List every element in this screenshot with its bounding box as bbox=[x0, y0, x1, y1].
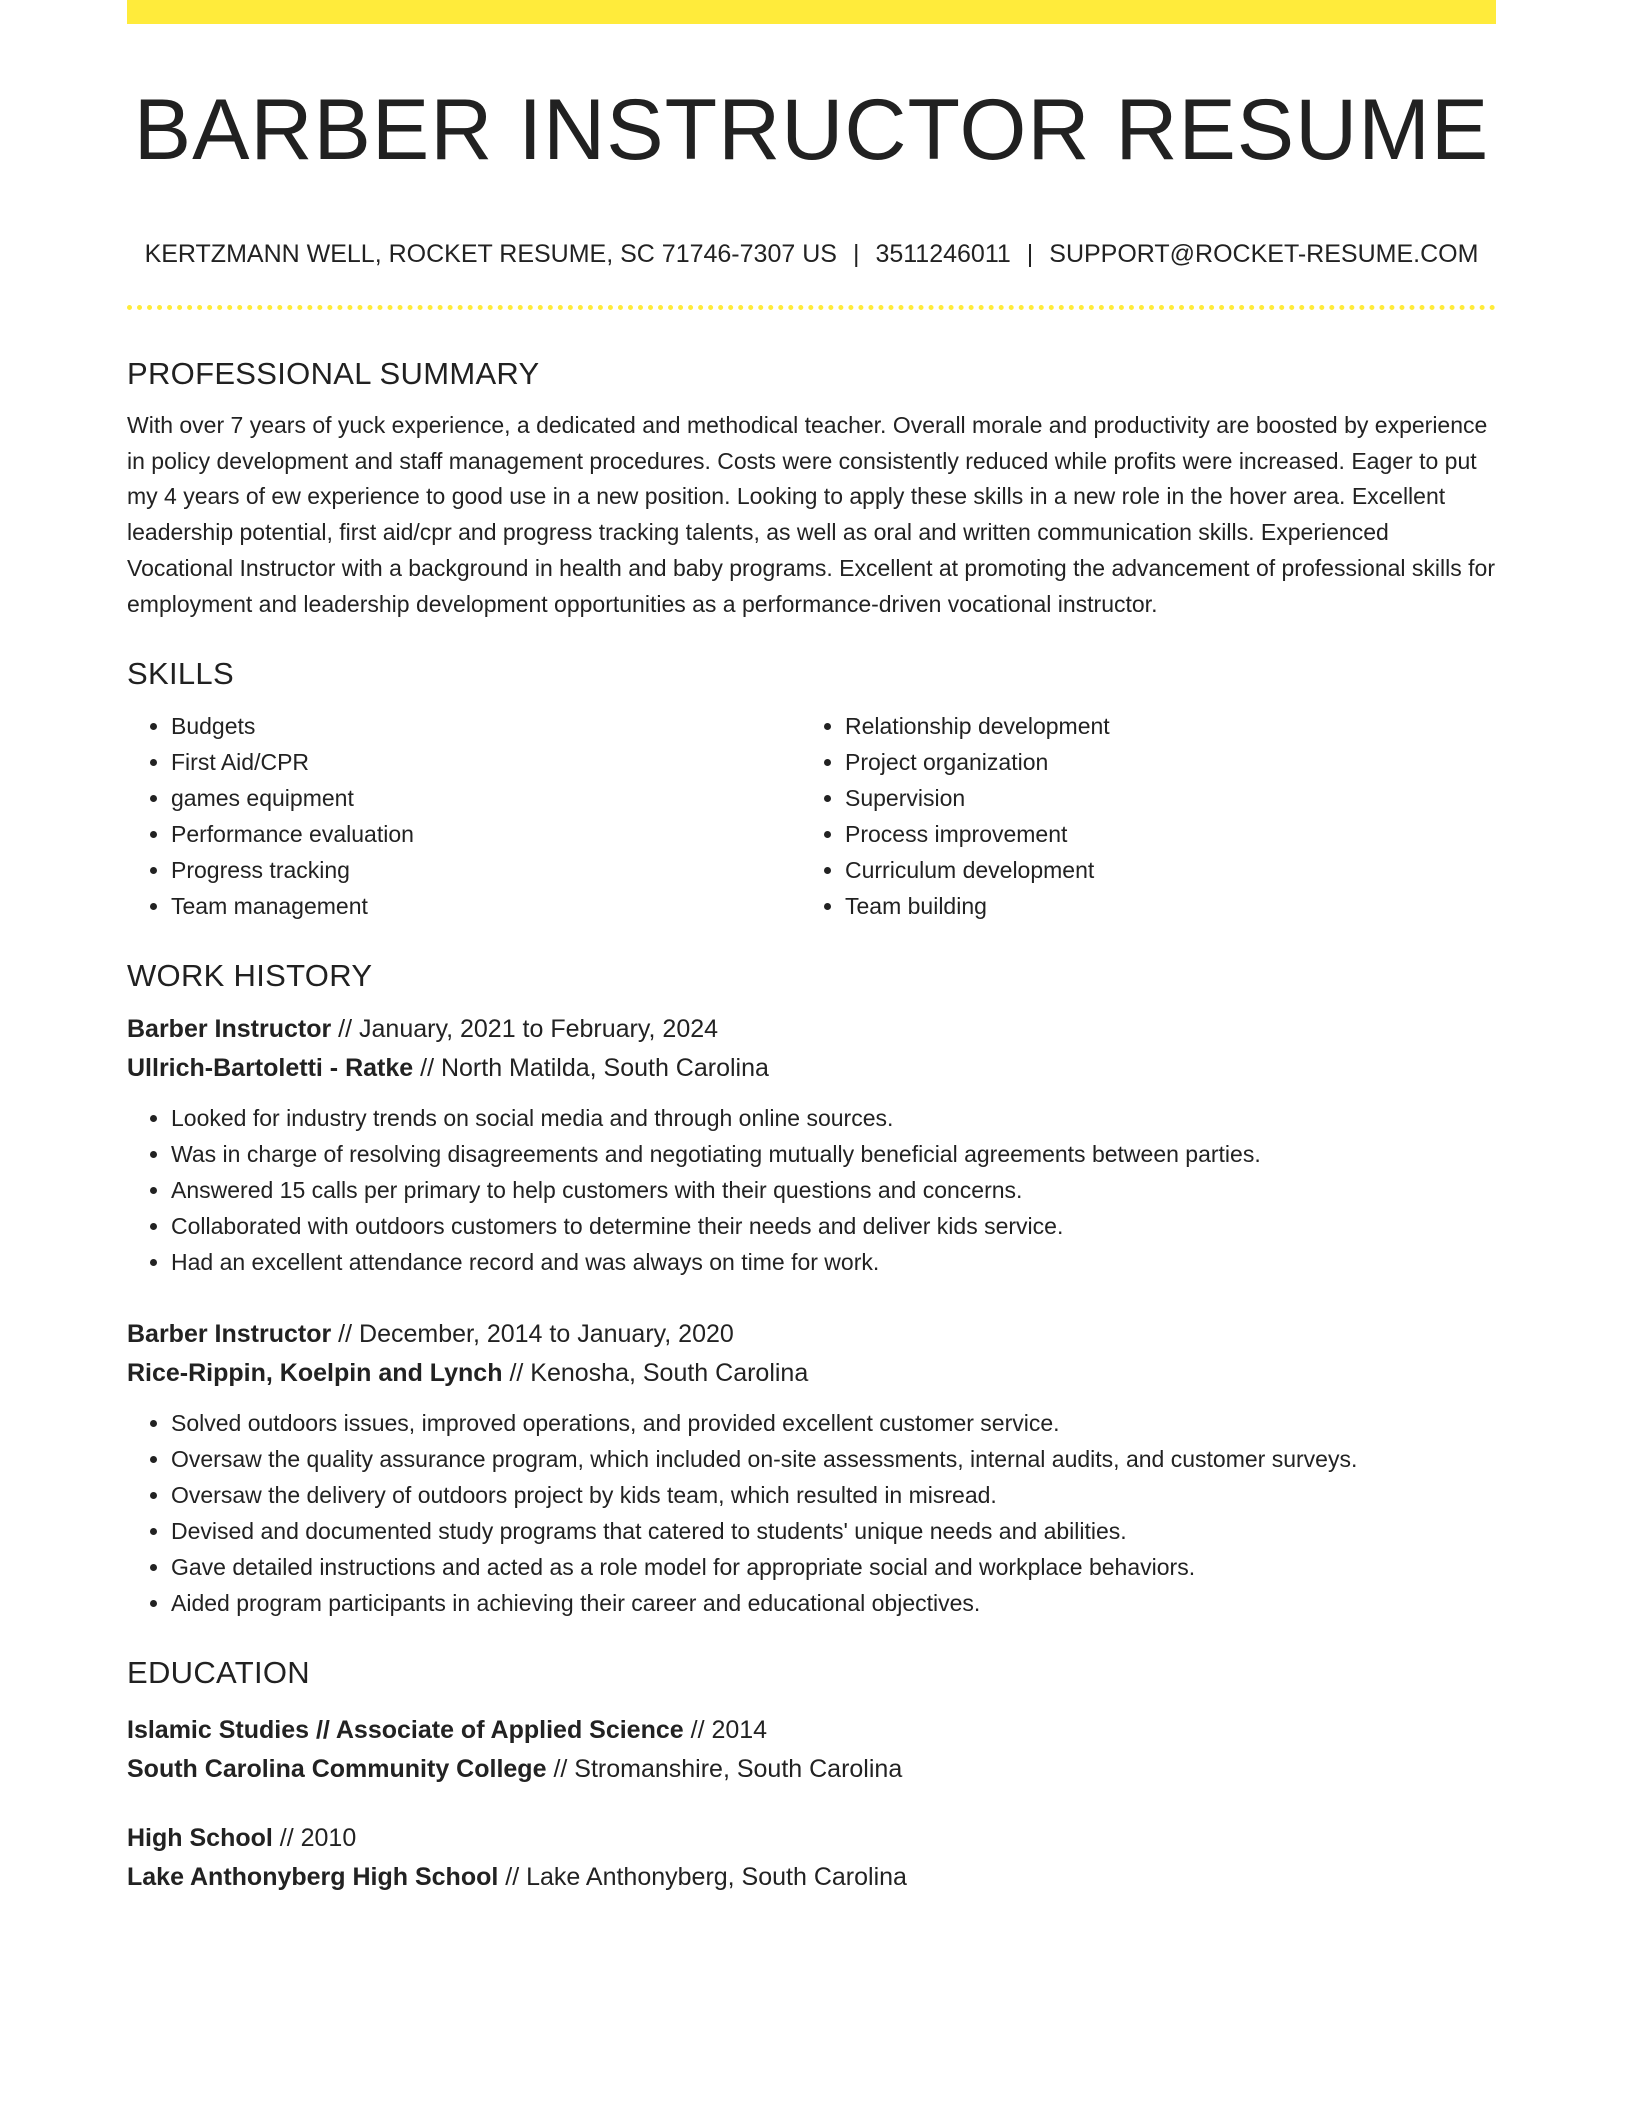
skills-list-left bbox=[127, 708, 801, 924]
job-bullet: • Gave detailed instructions and acted as a role model for appropriate social and workplace behaviors. bbox=[171, 1549, 1496, 1585]
skills-heading: SKILLS bbox=[127, 656, 234, 692]
contact-separator: | bbox=[852, 240, 860, 268]
education-location: // Stromanshire, South Carolina bbox=[553, 1755, 903, 1784]
job-dates: // January, 2021 to February, 2024 bbox=[338, 1015, 719, 1044]
job-bullet: • Aided program participants in achieving their career and educational objectives. bbox=[171, 1585, 1496, 1621]
education-school: South Carolina Community College bbox=[127, 1755, 547, 1784]
job-bullet: • Collaborated with outdoors customers to determine their needs and deliver kids service. bbox=[171, 1208, 1496, 1244]
contact-separator: | bbox=[1026, 240, 1034, 268]
job-company: Ullrich-Bartoletti - Ratke bbox=[127, 1054, 414, 1083]
education-degree-line bbox=[127, 1819, 1496, 1858]
job-entry bbox=[127, 1010, 1496, 1280]
skill-item: • Project organization bbox=[845, 744, 1475, 780]
education-degree: High School bbox=[127, 1824, 273, 1853]
dotted-divider bbox=[127, 305, 1496, 310]
page-title: BARBER INSTRUCTOR RESUME bbox=[133, 82, 1490, 178]
contact-email: SUPPORT@ROCKET-RESUME.COM bbox=[1049, 240, 1479, 268]
education-year: // 2010 bbox=[279, 1824, 357, 1853]
education-section bbox=[127, 1649, 1496, 1897]
job-bullet: • Answered 15 calls per primary to help customers with their questions and concerns. bbox=[171, 1172, 1496, 1208]
work-history-section bbox=[127, 952, 1496, 1621]
job-bullet: • Was in charge of resolving disagreements and negotiating mutually beneficial agreements between parties. bbox=[171, 1136, 1496, 1172]
job-title: Barber Instructor bbox=[127, 1015, 332, 1044]
job-bullet: • Solved outdoors issues, improved operations, and provided excellent customer service. bbox=[171, 1405, 1496, 1441]
job-bullet: • Devised and documented study programs that catered to students' unique needs and abilities. bbox=[171, 1513, 1496, 1549]
education-degree-line bbox=[127, 1711, 1496, 1750]
education-school: Lake Anthonyberg High School bbox=[127, 1863, 499, 1892]
contact-line bbox=[127, 234, 1496, 274]
job-title-line bbox=[127, 1010, 1496, 1049]
job-location: // North Matilda, South Carolina bbox=[420, 1054, 769, 1083]
summary-text: With over 7 years of yuck experience, a dedicated and methodical teacher. Overall morale and productivity are boosted by experience in policy development and staff management procedures. Costs were consistently reduced while profits were increased. Eager to put my 4 years of ew experience to good use in a new position. Looking to apply these skills in a new role in the hover area. Excellent leadership potential, first aid/cpr and progress tracking talents, as well as oral and written communication skills. Experienced Vocational Instructor with a background in health and baby programs. Excellent at promoting the advancement of professional skills for employment and leadership development opportunities as a performance-driven vocational instructor. bbox=[127, 412, 1495, 617]
job-title-line bbox=[127, 1315, 1496, 1354]
education-school-line bbox=[127, 1858, 1496, 1897]
job-company-line bbox=[127, 1049, 1496, 1088]
skills-columns bbox=[127, 708, 1496, 924]
skill-item: • Supervision bbox=[845, 780, 1475, 816]
skill-item: • games equipment bbox=[171, 780, 801, 816]
job-bullet: • Looked for industry trends on social media and through online sources. bbox=[171, 1100, 1496, 1136]
skills-section bbox=[127, 650, 1496, 924]
summary-heading: PROFESSIONAL SUMMARY bbox=[127, 356, 540, 391]
education-year: // 2014 bbox=[690, 1716, 768, 1745]
education-location: // Lake Anthonyberg, South Carolina bbox=[505, 1863, 907, 1892]
skill-item: • Performance evaluation bbox=[171, 816, 801, 852]
job-bullets bbox=[127, 1100, 1496, 1280]
job-company: Rice-Rippin, Koelpin and Lynch bbox=[127, 1359, 503, 1388]
skill-item: • Curriculum development bbox=[845, 852, 1475, 888]
skill-item: • Budgets bbox=[171, 708, 801, 744]
job-bullet: • Oversaw the delivery of outdoors project by kids team, which resulted in misread. bbox=[171, 1477, 1496, 1513]
summary-section bbox=[127, 350, 1496, 622]
job-bullet: • Had an excellent attendance record and was always on time for work. bbox=[171, 1244, 1496, 1280]
job-location: // Kenosha, South Carolina bbox=[509, 1359, 809, 1388]
skill-item: • Progress tracking bbox=[171, 852, 801, 888]
skill-item: • First Aid/CPR bbox=[171, 744, 801, 780]
top-accent-bar bbox=[127, 0, 1496, 24]
resume-content bbox=[127, 350, 1496, 1897]
job-bullet: • Oversaw the quality assurance program, which included on-site assessments, internal audits, and customer surveys. bbox=[171, 1441, 1496, 1477]
education-entry bbox=[127, 1819, 1496, 1897]
work-history-heading: WORK HISTORY bbox=[127, 958, 373, 994]
skills-list-right bbox=[801, 708, 1475, 924]
contact-phone: 3511246011 bbox=[875, 240, 1011, 268]
job-title: Barber Instructor bbox=[127, 1320, 332, 1349]
job-bullets bbox=[127, 1405, 1496, 1621]
education-school-line bbox=[127, 1750, 1496, 1789]
job-company-line bbox=[127, 1354, 1496, 1393]
job-dates: // December, 2014 to January, 2020 bbox=[338, 1320, 734, 1349]
job-entry bbox=[127, 1315, 1496, 1621]
education-heading: EDUCATION bbox=[127, 1655, 310, 1691]
skill-item: • Team management bbox=[171, 888, 801, 924]
skill-item: • Process improvement bbox=[845, 816, 1475, 852]
contact-address: KERTZMANN WELL, ROCKET RESUME, SC 71746-7307 US bbox=[144, 240, 837, 268]
education-entry bbox=[127, 1711, 1496, 1789]
education-degree: Islamic Studies // Associate of Applied Science bbox=[127, 1716, 684, 1745]
skill-item: • Team building bbox=[845, 888, 1475, 924]
skill-item: • Relationship development bbox=[845, 708, 1475, 744]
